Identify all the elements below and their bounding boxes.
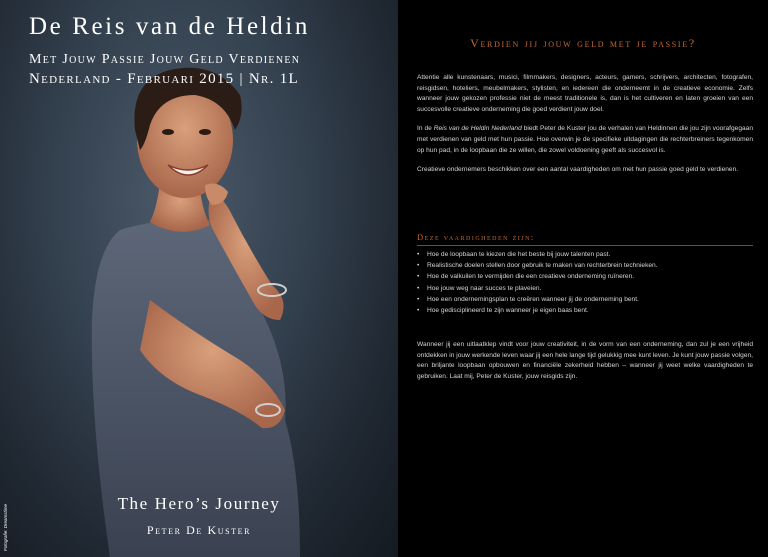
skills-list [417, 249, 753, 316]
paragraph-1: Attentie alle kunstenaars, musici, filmmakers, designers, acteurs, gamers, schrijvers, architecten, fotografen, reisgidsen, hoteliers, meubelmakers, stylisten, en iedereen die onderneemt in de creatieve economie. Zelfs wanneer jouw gekozen professie niet de meest traditionele is, dan is het cultiveren en laten groeien van een succesvolle creatieve onderneming die goed verdient jouw doel. [417, 74, 753, 113]
article-intro [417, 73, 753, 185]
photo-credit: Fotografie: Dreamstime [3, 503, 8, 551]
issue-info: Nederland - Februari 2015 | Nr. 1L [29, 71, 300, 87]
paragraph-2-end: biedt Peter de Kuster jou de verhalen van Heldinnen die jou zijn voorafgegaan met verdienen van geld met hun passie. Hoe overwin je de specifieke uitdagingen die rechterbreiners tegenkomen op hun pad, in de loopbaan die ze willen, die zowel voldoening geeft als succesvol is. [417, 125, 754, 154]
author-name: Peter De Kuster [146, 523, 252, 537]
skills-heading: Deze vaardigheden zijn: [417, 232, 535, 242]
list-item: • Hoe een ondernemingsplan te creëren wanneer jij de onderneming bent. [417, 294, 753, 305]
list-item: • Realistische doelen stellen door gebruik te maken van rechterbrein technieken. [417, 260, 753, 271]
paragraph-4: Wanneer jij een uitlaatklep vindt voor jouw creativiteit, in de vorm van een onderneming, dan zul je een vrijheid ontdekken in jouw werkende leven waar jij een hele lange tijd gelukkig mee kunt leven. Je kunt jouw passie volgen, een briljante loopbaan opbouwen en financiële zekerheid hebben – wanneer jij weet welke vaardigheden te gebruiken. Laat mij, Peter de Kuster, jouw reisgids zijn. [417, 341, 753, 380]
cover-subtitle: Met Jouw Passie Jouw Geld Verdienen [29, 52, 301, 67]
divider [417, 245, 753, 246]
magazine-title: De Reis van de Heldin [29, 13, 310, 40]
list-item: • Hoe jouw weg naar succes te plaveien. [417, 283, 753, 294]
publication-name: Reis van de Heldin Nederland [433, 125, 522, 133]
list-item: • Hoe de valkuilen te vermijden die een creatieve onderneming ruïneren. [417, 271, 753, 282]
article-closing [417, 340, 753, 391]
paragraph-3: Creatieve ondernemers beschikken over een aantal vaardigheden om met hun passie goed geld te verdienen. [417, 166, 739, 174]
paragraph-2-start: In de [417, 125, 434, 133]
article-panel [398, 0, 768, 557]
hero-journey-title: The Hero’s Journey [117, 494, 281, 513]
paragraph-2 [417, 124, 753, 156]
list-item: • Hoe de loopbaan te kiezen die het beste bij jouw talenten past. [417, 249, 753, 260]
list-item: • Hoe gedisciplineerd te zijn wanneer je eigen baas bent. [417, 305, 753, 316]
article-heading: Verdien jij jouw geld met je passie? [470, 36, 696, 50]
